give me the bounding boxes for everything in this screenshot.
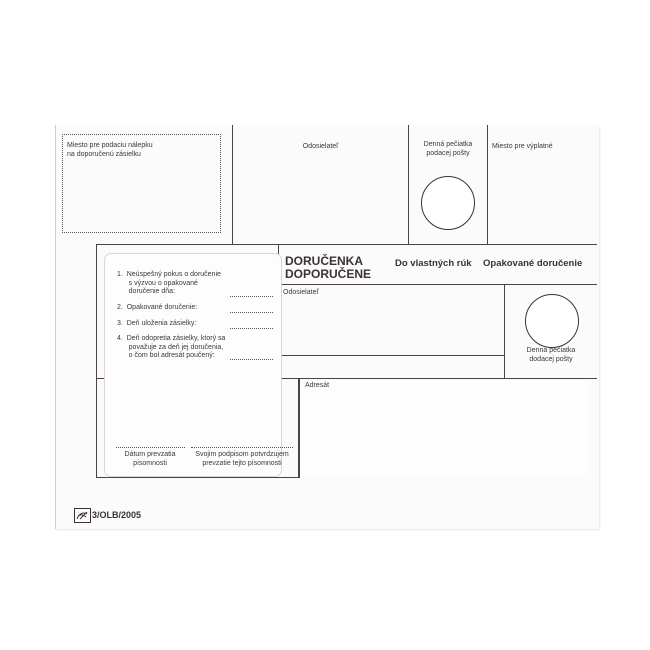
sender-label: Odosielateľ [302, 143, 339, 150]
divider [487, 125, 488, 245]
slip-left-border [96, 244, 97, 478]
slip-sender-label: Odosielateľ [283, 289, 319, 296]
date-line [116, 447, 185, 448]
fill-line [230, 312, 273, 313]
signature-line [191, 447, 293, 448]
personal-delivery: Do vlastných rúk [395, 258, 472, 269]
slip-subtitle: DOPORUČENE [285, 267, 372, 281]
post-horn-icon [74, 508, 91, 523]
signature-label: Svojim podpisom potvrdzujem prevzatie tejto písomnosti [195, 451, 289, 467]
divider [278, 284, 597, 285]
payment-label: Miesto pre výplatné [492, 143, 553, 150]
recipient-label: Adresát [305, 382, 330, 389]
divider [278, 355, 504, 356]
list-item: 1. Neúspešný pokus o doručenie s výzvou o opakované doručenie dňa: [117, 271, 221, 295]
fill-line [230, 296, 273, 297]
form-code: 3/OLB/2005 [92, 510, 142, 520]
sticker-place-label: Miesto pre podaciu nálepku na doporučenú zásielku [67, 142, 153, 158]
delivery-stamp-circle [525, 294, 579, 348]
date-receipt-label: Dátum prevzatia písomnosti [124, 451, 176, 467]
list-item: 3. Deň uloženia zásielky: [117, 320, 197, 327]
divider [96, 477, 298, 478]
post-stamp-label: Denná pečiatka podacej pošty [423, 141, 473, 157]
list-item: 2. Opakované doručenie: [117, 304, 198, 311]
fill-line [230, 359, 273, 360]
recipient-panel [300, 380, 590, 475]
delivery-stamp-label: Denná pečiatka dodacej pošty [526, 347, 576, 363]
stamp-circle [421, 176, 475, 230]
slip-title: DORUČENKA [285, 254, 363, 268]
divider [298, 378, 300, 478]
repeat-delivery: Opakované doručenie [483, 258, 583, 269]
slip-top-border [96, 244, 597, 245]
fill-line [230, 328, 273, 329]
list-item: 4. Deň odopretia zásielky, ktorý sa považuje za deň jej doručenia, o čom bol adresát poučený: [117, 335, 226, 359]
